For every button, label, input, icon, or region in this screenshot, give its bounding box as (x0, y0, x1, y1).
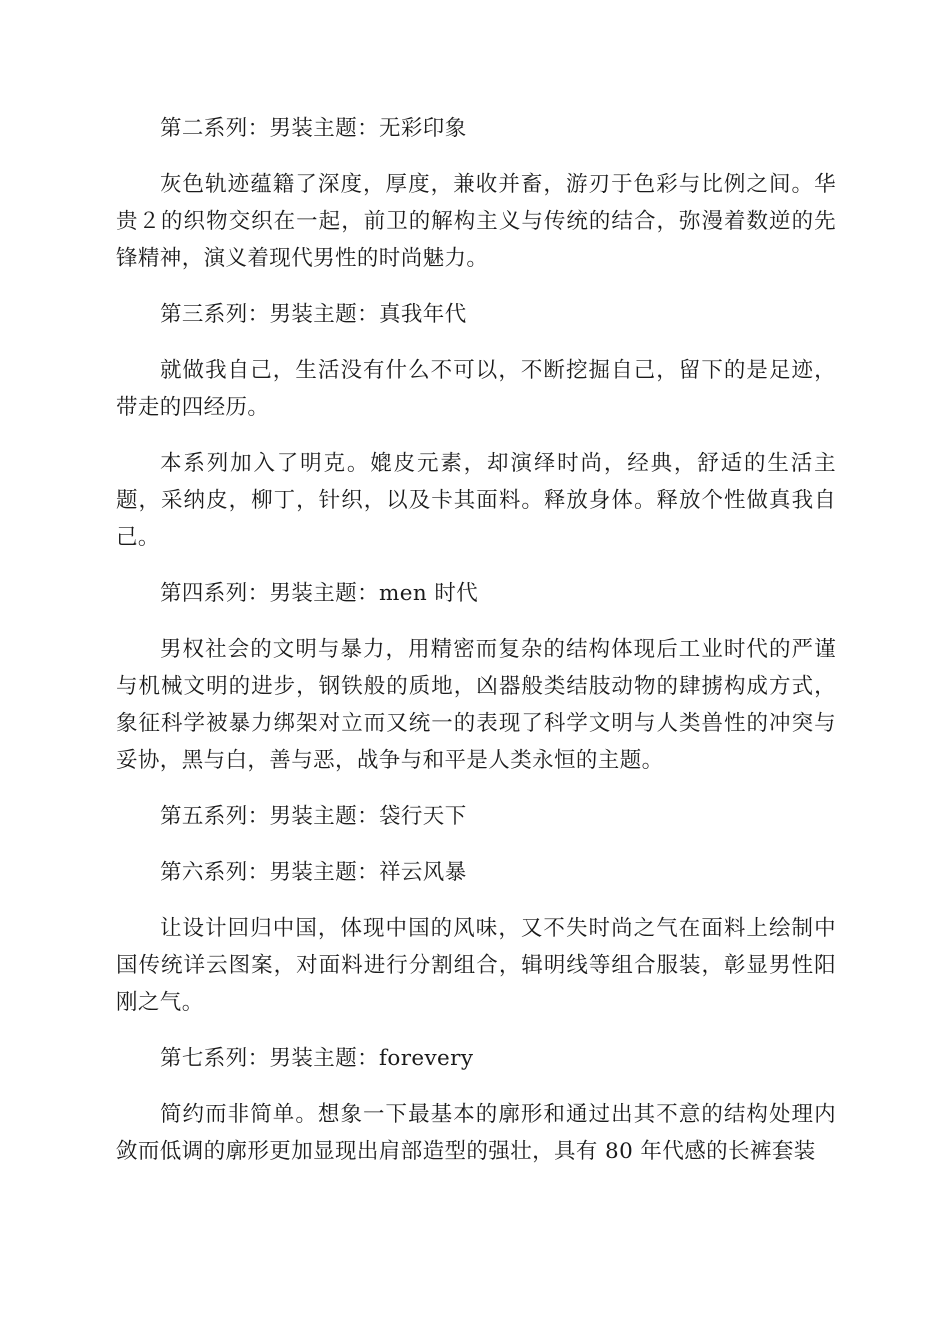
paragraph-series-4-description: 男权社会的文明与暴力，用精密而复杂的结构体现后工业时代的严谨与机械文明的进步，钢铁般的质地，凶器般类结肢动物的肆掳构成方式，象征科学被暴力绑架对立而又统一的表现了科学文明与人类兽性的冲突与妥协，黑与白，善与恶，战争与和平是人类永恒的主题。 (116, 637, 836, 773)
section-heading-series-4: 第四系列：男装主题：men 时代 (160, 581, 479, 606)
section-heading-series-7: 第七系列：男装主题：forevery (160, 1046, 474, 1071)
paragraph-series-7-description: 简约而非简单。想象一下最基本的廓形和通过出其不意的结构处理内敛而低调的廓形更加显现出肩部造型的强壮，具有 80 年代感的长裤套装 (116, 1102, 836, 1164)
section-heading-series-2: 第二系列：男装主题：无彩印象 (160, 116, 467, 141)
section-heading-series-3: 第三系列：男装主题：真我年代 (160, 302, 467, 327)
document-page (116, 110, 836, 1189)
section-heading-series-5: 第五系列：男装主题：袋行天下 (160, 804, 467, 829)
paragraph-series-6-description: 让设计回归中国，体现中国的风味，又不失时尚之气在面料上绘制中国传统详云图案，对面料进行分割组合，辑明线等组合服装，彰显男性阳刚之气。 (116, 916, 836, 1015)
paragraph-series-3-description: 本系列加入了明克。媲皮元素，却演绎时尚，经典，舒适的生活主题，采纳皮，柳丁，针织，以及卡其面料。释放身体。释放个性做真我自己。 (116, 451, 836, 550)
paragraph-series-3-intro: 就做我自己，生活没有什么不可以，不断挖掘自己，留下的是足迹，带走的四经历。 (116, 358, 836, 420)
paragraph-series-2-description: 灰色轨迹蕴籍了深度，厚度，兼收并畜，游刃于色彩与比例之间。华贵２的织物交织在一起，前卫的解构主义与传统的结合，弥漫着数逆的先锋精神，演义着现代男性的时尚魅力。 (116, 172, 836, 271)
section-heading-series-6: 第六系列：男装主题：祥云风暴 (160, 860, 467, 885)
